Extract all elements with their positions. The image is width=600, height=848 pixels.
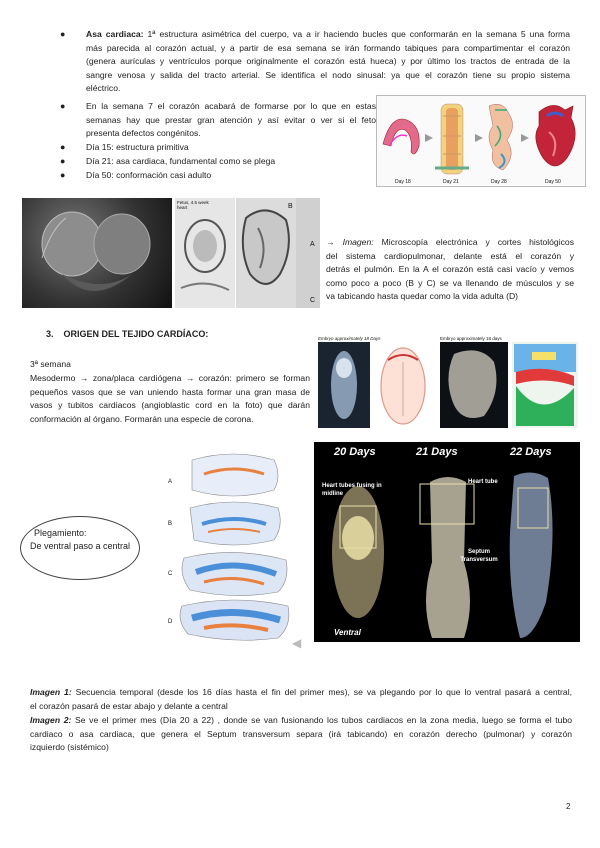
sem-heart-shape	[22, 198, 172, 308]
bullet-dia-15: Día 15: estructura primitiva	[86, 142, 189, 152]
bullet-dia-50: Día 50: conformación casi adulto	[86, 170, 212, 180]
page-number: 2	[566, 802, 571, 811]
embryo-photo-shape	[318, 342, 370, 428]
bullet-dot: ●	[60, 29, 66, 39]
ventral-label: Ventral	[334, 628, 361, 637]
embryo-photo-right-shape	[440, 342, 508, 428]
fetus-label: Fetus, 4.5 week heart	[177, 200, 209, 210]
folding-line2: De ventral paso a central	[30, 541, 131, 551]
embryo-figure-right	[438, 332, 580, 430]
folding-line1: Plegamiento:	[34, 528, 87, 538]
letter-b: B	[288, 203, 293, 210]
fold-letter-a: A	[168, 479, 173, 485]
heart-development-drawing	[377, 96, 585, 186]
bullet-asa-cardiaca: Asa cardiaca: 1ª estructura asimétrica del cuerpo, va a ir haciendo bucles que conformarán en la semana 5 una forma más parecida al corazón actual, y a partir de esa semana se irán formando tabiques para compartimentar el corazón (genera aurículas y ventrículos porque originalmente el corazón está hueca) y por último los tractos de entrada de la sangre venosa y salida del tracto arterial. Se identifica el nodo sinusal: ya que el corazón tiene su propio sistema eléctrico.	[86, 29, 570, 94]
bullet-dot: ●	[60, 156, 66, 166]
label-day-50: Day 50	[545, 179, 561, 185]
fold-letter-d: D	[168, 619, 173, 625]
histology-drawing-a	[175, 198, 235, 308]
heart-development-figure	[376, 95, 586, 187]
embryo-photo	[318, 342, 370, 428]
histology-image-c	[296, 198, 320, 308]
electron-microscopy-image	[22, 198, 172, 308]
embryo-photo-right	[440, 342, 508, 428]
embryo-diagram	[374, 342, 432, 428]
image-caption-lead: → Imagen:	[326, 237, 374, 247]
week3-paragraph: Mesodermo → zona/placa cardiógena → corazón: primero se forman pequeños vasos que se van uniendo hasta formar una gran masa de vasos y tubitos cardiacos (angioblastic cord en la foto) que darán conformación al órgano. Formarán una especie de corona.	[30, 373, 310, 424]
section-title: ORIGEN DEL TEJIDO CARDÍACO:	[63, 329, 209, 339]
fold-letter-c: C	[168, 571, 173, 577]
embryo-diagram-shape	[374, 342, 432, 428]
label-day-28: Day 28	[491, 179, 507, 185]
section-heading	[46, 328, 208, 342]
caption-imagen-1: Imagen 1: Secuencia temporal (desde los 16 días hasta el fin del primer mes), se va plegando por lo que lo ventral pasará a central, el corazón pasará de estar abajo y delante a central	[30, 687, 572, 711]
embryo-figure-left	[316, 332, 434, 430]
bullet-dot: ●	[60, 170, 66, 180]
bullet-semana-7: En la semana 7 el corazón acabará de formarse por lo que en estas semanas hay que prestar gran atención y así evitar o ver si el feto presenta defectos congénitos.	[86, 101, 376, 139]
label-day-18: Day 18	[395, 179, 411, 185]
section-number: 3.	[46, 329, 54, 339]
caption-imagen-2: Imagen 2: Se ve el primer mes (Día 20 a 22) , donde se van fusionando los tubos cardiacos en la zona media, luego se forma el tubo cardiaco o asa cardiaca, que genera el Septum transversum separa (irá tabicando) en corazón derecho (pulmonar) y corazón izquierdo (sistémico)	[30, 715, 572, 753]
embryo-colored-shape	[512, 342, 578, 428]
caption1-lead: Imagen 1:	[30, 687, 72, 697]
histology-image-b	[235, 198, 296, 308]
days-photo-figure	[314, 442, 580, 642]
label-day-21: Day 21	[443, 179, 459, 185]
embryo-label-left: Embryo approximately 18 Days	[318, 336, 381, 341]
folding-diagram-drawing	[164, 446, 306, 646]
bullet-lead: Asa cardiaca:	[86, 29, 144, 39]
letter-a: A	[310, 241, 315, 248]
heart-tube-label: Heart tube	[468, 479, 498, 485]
days-photo-drawing	[314, 442, 580, 642]
histology-drawing-b	[236, 198, 296, 308]
day-20-title: 20 Days	[334, 446, 376, 458]
day-22-title: 22 Days	[510, 446, 552, 458]
day-21-title: 21 Days	[416, 446, 458, 458]
week3-heading: 3ª semana	[30, 359, 71, 369]
septum-label: Septum Transversum	[460, 549, 498, 563]
fold-letter-b: B	[168, 521, 173, 527]
speaker-icon[interactable]: ◀	[292, 636, 302, 650]
histology-image-a	[174, 198, 235, 308]
folding-diagram	[164, 446, 306, 646]
embryo-label-right: Embryo approximately 18 days	[440, 336, 502, 341]
heart-fusing-label: Heart tubes fusing in midline	[322, 483, 382, 497]
image-caption: → Imagen: Microscopía electrónica y cortes histológicos del sistema cardiopulmonar, delante está el corazón y detrás el pulmón. En la A el corazón está casi vacío y vemos como poco a poco (B y C) se va llenando de músculos y se va tabicando hasta quedar como la vida adulta (D)	[326, 237, 574, 302]
caption2-lead: Imagen 2:	[30, 715, 72, 725]
bullet-dot: ●	[60, 101, 66, 111]
embryo-colored-diagram	[512, 342, 578, 428]
bullet-dia-21: Día 21: asa cardiaca, fundamental como se plega	[86, 156, 276, 166]
letter-c: C	[310, 297, 316, 304]
bullet-dot: ●	[60, 142, 66, 152]
